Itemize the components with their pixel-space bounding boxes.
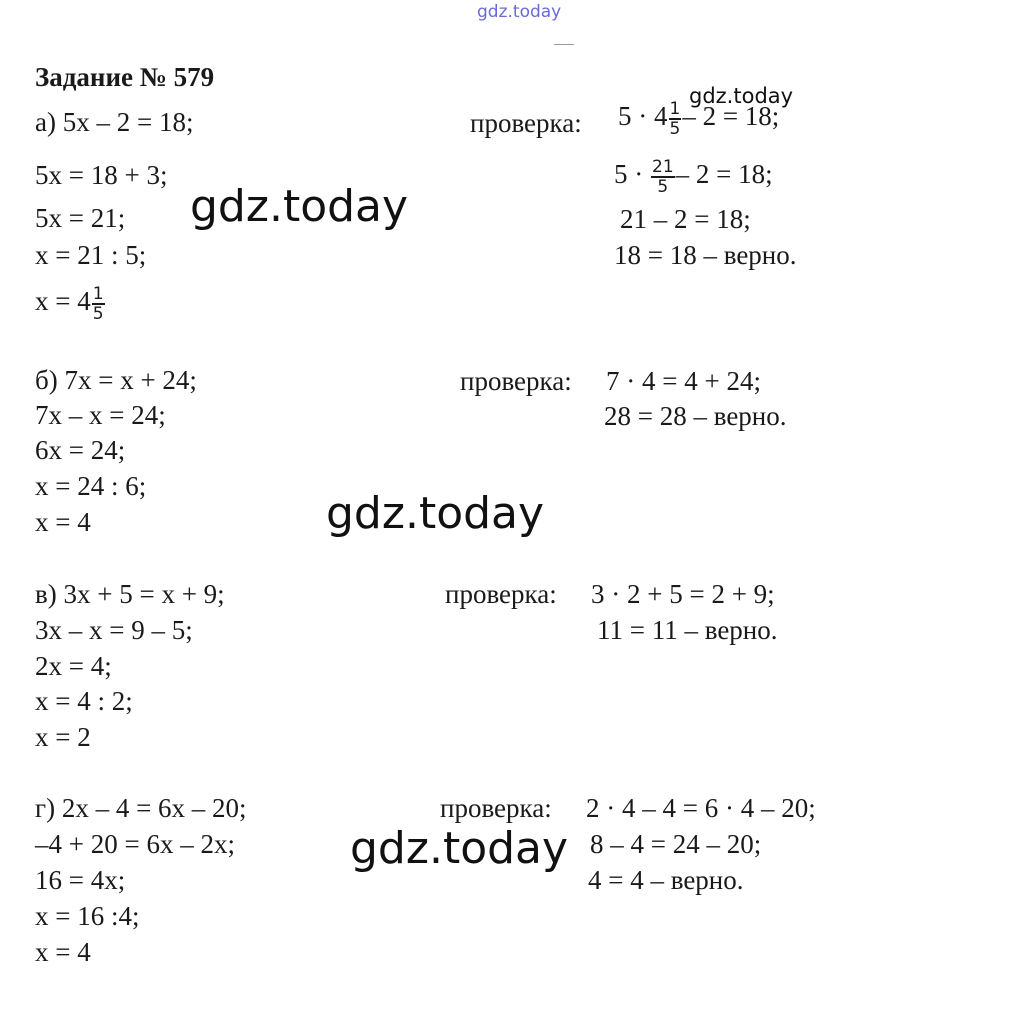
part-v-line-1: в) 3x + 5 = x + 9; [35, 579, 225, 609]
part-b-line-2: 7x – x = 24; [35, 400, 166, 430]
watermark-g: gdz.today [350, 823, 569, 874]
part-a-answer-prefix: x = 4 [35, 286, 91, 317]
fraction-denominator: 5 [669, 119, 681, 139]
watermark-b: gdz.today [326, 488, 545, 539]
part-g-line-2: –4 + 20 = 6x – 2x; [35, 829, 235, 859]
part-g-check-2: 8 – 4 = 24 – 20; [590, 829, 762, 859]
part-a-answer [35, 285, 106, 323]
fraction-numerator: 21 [652, 157, 674, 177]
part-g-check-label: проверка: [440, 793, 552, 823]
part-a-check-1-pre: 5 · 4 [618, 101, 668, 132]
part-a-check-1 [618, 100, 779, 138]
fraction-numerator: 1 [669, 99, 681, 119]
fraction [92, 285, 105, 323]
part-a-check-1-post: – 2 = 18; [682, 101, 780, 132]
part-v-line-3: 2x = 4; [35, 651, 112, 681]
part-b-check-2: 28 = 28 – верно. [604, 401, 787, 431]
part-g-line-5: x = 4 [35, 937, 91, 967]
part-a-line-3: 5x = 21; [35, 203, 126, 233]
fraction [651, 158, 675, 196]
part-v-check-2: 11 = 11 – верно. [597, 615, 778, 645]
fraction-denominator: 5 [657, 177, 669, 197]
part-v-check-label: проверка: [445, 579, 557, 609]
part-a-line-1: а) 5x – 2 = 18; [35, 107, 194, 137]
part-a-check-label: проверка: [470, 108, 582, 138]
divider [554, 44, 574, 45]
watermark-top: gdz.today [477, 2, 562, 22]
part-v-check-1: 3 · 2 + 5 = 2 + 9; [591, 579, 775, 609]
part-b-line-1: б) 7x = x + 24; [35, 365, 197, 395]
part-a-line-4: x = 21 : 5; [35, 240, 147, 270]
task-title: Задание № 579 [35, 62, 215, 92]
part-g-check-3: 4 = 4 – верно. [588, 865, 744, 895]
watermark-small: gdz.today [689, 84, 794, 108]
part-g-check-1: 2 · 4 – 4 = 6 · 4 – 20; [586, 793, 816, 823]
part-g-line-4: x = 16 :4; [35, 901, 140, 931]
part-g-line-3: 16 = 4x; [35, 865, 126, 895]
part-b-line-3: 6x = 24; [35, 435, 126, 465]
part-b-line-5: x = 4 [35, 507, 91, 537]
part-a-line-2: 5x = 18 + 3; [35, 160, 168, 190]
watermark-a: gdz.today [190, 181, 409, 232]
part-v-line-4: x = 4 : 2; [35, 686, 133, 716]
part-v-line-2: 3x – x = 9 – 5; [35, 615, 193, 645]
part-a-check-2-pre: 5 · [614, 159, 644, 190]
part-v-line-5: x = 2 [35, 722, 91, 752]
part-b-check-label: проверка: [460, 366, 572, 396]
part-g-line-1: г) 2x – 4 = 6x – 20; [35, 793, 247, 823]
part-b-check-1: 7 · 4 = 4 + 24; [606, 366, 761, 396]
part-a-check-3: 21 – 2 = 18; [620, 204, 751, 234]
fraction-numerator: 1 [92, 284, 104, 304]
part-b-line-4: x = 24 : 6; [35, 471, 147, 501]
part-a-check-2 [614, 158, 773, 196]
fraction-denominator: 5 [92, 304, 104, 324]
fraction [669, 100, 682, 138]
part-a-check-4: 18 = 18 – верно. [614, 240, 797, 270]
part-a-check-2-post: – 2 = 18; [675, 159, 773, 190]
